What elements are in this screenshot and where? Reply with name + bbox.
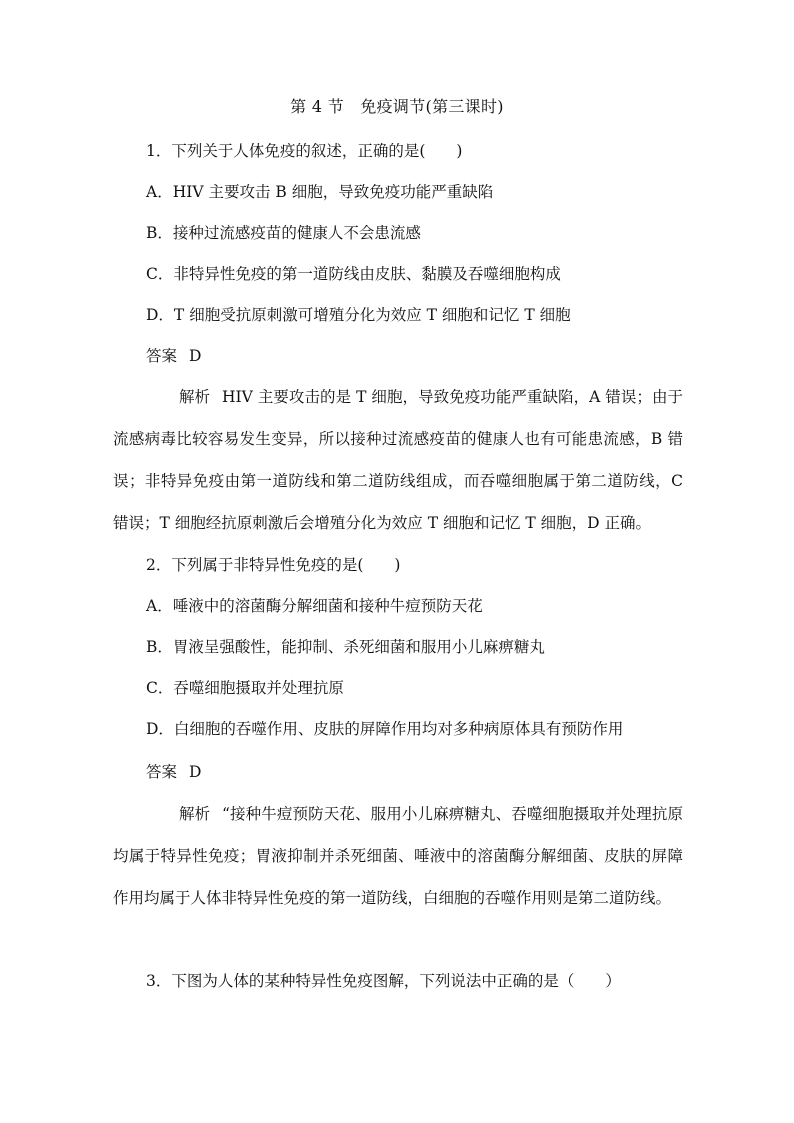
analysis-label: 解析 [179, 805, 211, 823]
question-2-stem: 2．下列属于非特异性免疫的是( ) [146, 556, 401, 574]
question-2-option-c: C．吞噬细胞摄取并处理抗原 [146, 679, 344, 697]
answer-label: 答案 [146, 347, 178, 365]
question-1-option-c: C．非特异性免疫的第一道防线由皮肤、黏膜及吞噬细胞构成 [146, 265, 561, 283]
question-1-option-b: B．接种过流感疫苗的健康人不会患流感 [146, 224, 421, 242]
question-2-analysis [113, 793, 683, 919]
answer-label: 答案 [146, 763, 178, 781]
analysis-label: 解析 [179, 388, 211, 406]
question-3-stem: 3．下图为人体的某种特异性免疫图解，下列说法中正确的是（ ） [146, 972, 621, 990]
question-1-option-d: D．T 细胞受抗原刺激可增殖分化为效应 T 细胞和记忆 T 细胞 [146, 306, 571, 324]
question-2-option-d: D．白细胞的吞噬作用、皮肤的屏障作用均对多种病原体具有预防作用 [146, 720, 624, 738]
answer-value: D [189, 347, 202, 365]
question-1-option-a: A．HIV 主要攻击 B 细胞，导致免疫功能严重缺陷 [146, 183, 494, 201]
question-2-option-b: B．胃液呈强酸性，能抑制、杀死细菌和服用小儿麻痹糖丸 [146, 638, 545, 656]
question-1-stem: 1．下列关于人体免疫的叙述，正确的是( ) [146, 142, 463, 160]
question-1-analysis [113, 376, 683, 544]
page-title: 第 4 节 免疫调节(第三课时) [290, 97, 504, 116]
answer-value: D [189, 763, 202, 781]
analysis-text: “接种牛痘预防天花、服用小儿麻痹糖丸、吞噬细胞摄取并处理抗原均属于特异性免疫；胃液抑制并杀死细菌、唾液中的溶菌酶分解细菌、皮肤的屏障作用均属于人体非特异性免疫的第一道防线，白细胞的吞噬作用则是第二道防线。 [113, 805, 683, 907]
question-2-answer [146, 760, 201, 784]
analysis-text: HIV 主要攻击的是 T 细胞，导致免疫功能严重缺陷，A 错误；由于流感病毒比较容易发生变异，所以接种过流感疫苗的健康人也有可能患流感，B 错误；非特异免疫由第一道防线和第二道防线组成，而吞噬细胞属于第二道防线，C 错误；T 细胞经抗原刺激后会增殖分化为效应 T 细胞和记忆 T 细胞，D 正确。 [113, 388, 683, 532]
question-2-option-a: A．唾液中的溶菌酶分解细菌和接种牛痘预防天花 [146, 597, 483, 615]
question-1-answer [146, 344, 201, 368]
